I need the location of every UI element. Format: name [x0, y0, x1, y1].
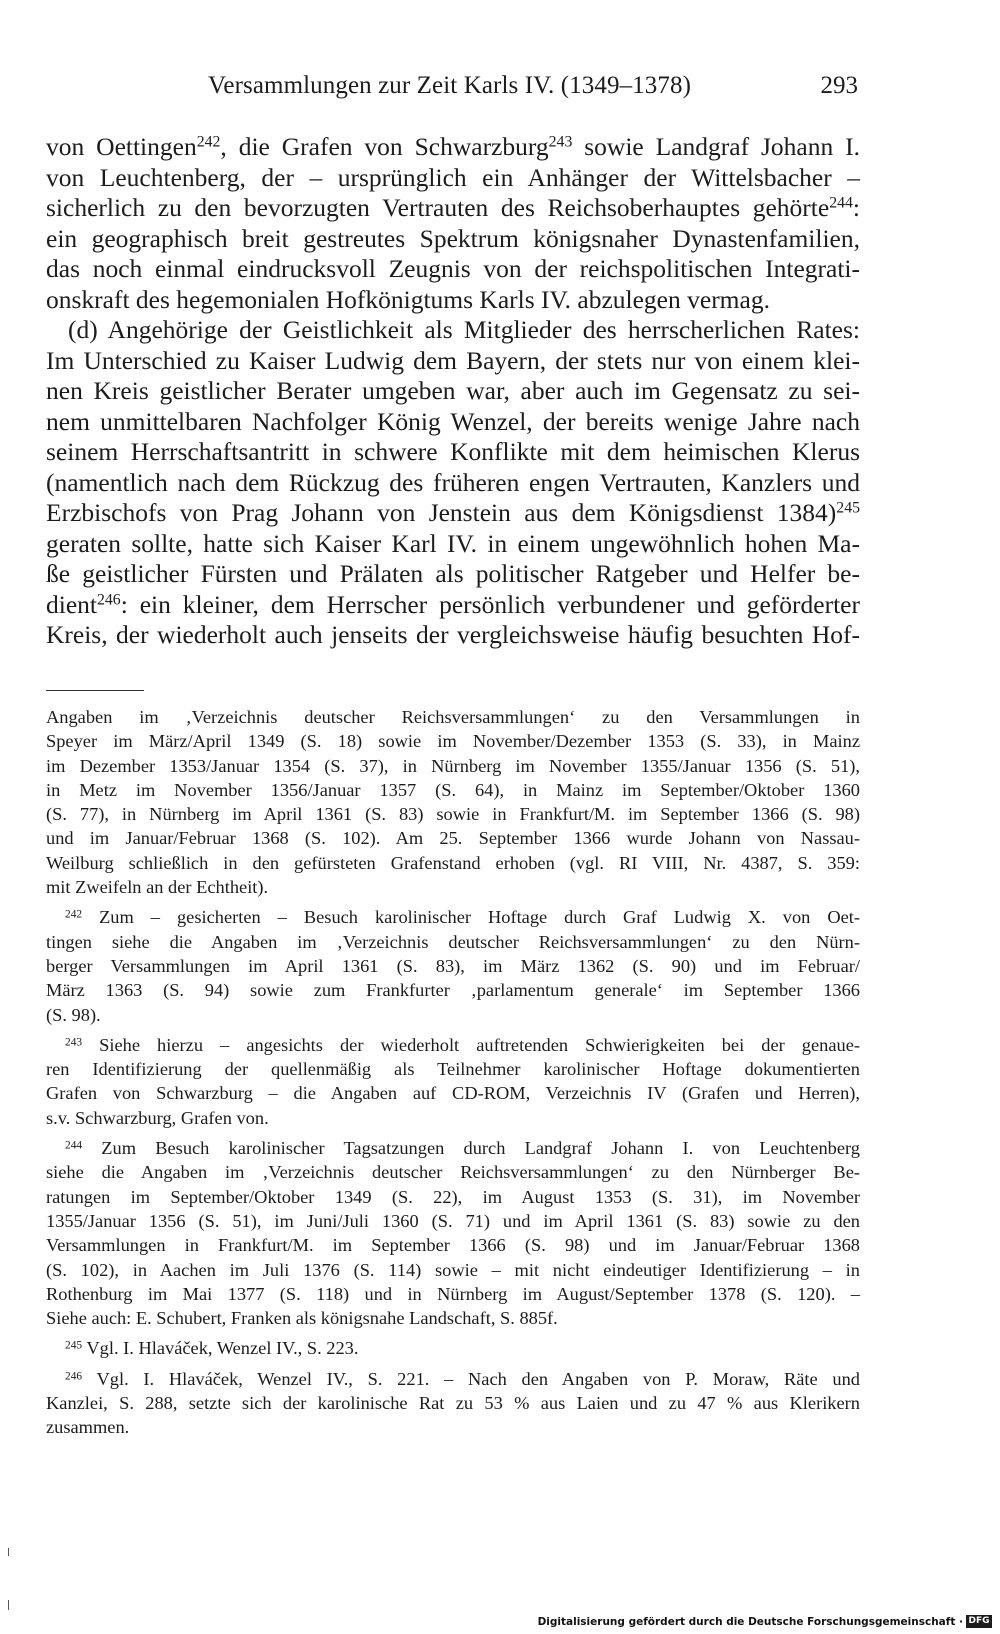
footnote-line: im Dezember 1353/Januar 1354 (S. 37), in Nürnberg im November 1355/Januar 1356 (S. 51), [46, 755, 860, 776]
footnote-number: 246 [65, 1370, 83, 1383]
footnote-line: berger Versammlungen im April 1361 (S. 83), im März 1362 (S. 90) und im Februar/ [46, 955, 860, 976]
body-line: sicherlich zu den bevorzugten Vertrauten des Reichsoberhauptes gehörte$^{244}$: [46, 193, 860, 222]
credit-text: Digitalisierung gefördert durch die Deutsche Forschungsgemeinschaft · [537, 1615, 963, 1628]
footnote-246: $^{246}$ Vgl. I. Hlaváček, Wenzel IV., S. 221. – Nach den Angaben von P. Moraw, Räte und [65, 1368, 860, 1389]
footnote-line: 1355/Januar 1356 (S. 51), im Juni/Juli 1360 (S. 71) und im April 1361 (S. 83) sowie zu den [46, 1210, 860, 1231]
footnote-244: $^{244}$ Zum Besuch karolinischer Tagsatzungen durch Landgraf Johann I. von Leuchtenberg [65, 1138, 860, 1159]
main-text [46, 132, 860, 651]
footnote-line: Siehe auch: E. Schubert, Franken als königsnahe Landschaft, S. 885f. [46, 1308, 558, 1329]
footnote-line: Kanzlei, S. 288, setzte sich der karolinische Rat zu 53 % aus Laien und zu 47 % aus Klerikern [46, 1393, 860, 1414]
body-line: seinem Herrschaftsantritt in schwere Konflikte mit dem heimischen Klerus [46, 437, 860, 466]
body-line: geraten sollte, hatte sich Kaiser Karl IV. in einem ungewöhnlich hohen Ma- [46, 528, 860, 558]
footnote-number: 243 [65, 1036, 83, 1049]
body-line: von Oettingen$^{242}$, die Grafen von Schwarzburg$^{243}$ sowie Landgraf Johann I. [46, 132, 861, 161]
footnote-ref[interactable]: 246 [97, 590, 121, 608]
body-line: Kreis, der wiederholt auch jenseits der vergleichsweise häufig besuchten Hof- [46, 620, 860, 649]
footnote-number: 242 [65, 908, 83, 921]
footnote-ref[interactable]: 244 [829, 194, 853, 212]
footnote-line: (S. 98). [46, 1004, 101, 1025]
body-line: von Leuchtenberg, der – ursprünglich ein Anhänger der Wittelsbacher – [46, 162, 860, 192]
footnote-line: Rothenburg im Mai 1377 (S. 118) und in Nürnberg im August/September 1378 (S. 120). – [46, 1283, 860, 1304]
footnote-line: tingen siehe die Angaben im ‚Verzeichnis deutscher Reichsversammlungen‘ zu den Nürn- [46, 931, 860, 952]
footnote-number: 244 [65, 1139, 83, 1152]
body-line: Erzbischofs von Prag Johann von Jenstein aus dem Königsdienst 1384)$^{245}$ [46, 498, 860, 527]
body-line: onskraft des hegemonialen Hofkönigtums Karls IV. abzulegen vermag. [46, 284, 770, 314]
footnote-ref[interactable]: 242 [196, 133, 221, 151]
footnote-line: Angaben im ‚Verzeichnis deutscher Reichsversammlungen‘ zu den Versammlungen in [46, 707, 860, 727]
scan-edge-mark [8, 1548, 9, 1556]
body-line: dient$^{246}$: ein kleiner, dem Herrscher persönlich verbundener und geförderter [46, 589, 860, 619]
footnote-line: Speyer im März/April 1349 (S. 18) sowie im November/Dezember 1353 (S. 33), in Mainz [46, 731, 860, 752]
footnote-line: ren Identifizierung der quellenmäßig als Teilnehmer karolinischer Hoftage dokumentierten [46, 1059, 860, 1080]
page-number: 293 [820, 72, 858, 99]
footnote-line: Weilburg schließlich in den gefürsteten Grafenstand erhoben (vgl. RI VIII, Nr. 4387, S. 359: [46, 852, 860, 873]
footnote-243: $^{243}$ Siehe hierzu – angesichts der wiederholt auftretenden Schwierigkeiten bei der genaue- [65, 1034, 860, 1055]
footnote-line: Versammlungen in Frankfurt/M. im September 1366 (S. 98) und im Januar/Februar 1368 [46, 1235, 860, 1256]
footnote-number: 245 [65, 1339, 83, 1352]
body-line: nem unmittelbaren Nachfolger König Wenzel, der bereits wenige Jahre nach [46, 406, 860, 436]
dfg-logo: DFG [966, 1615, 992, 1628]
footnote-separator [46, 690, 144, 691]
footnote-242: $^{242}$ Zum – gesicherten – Besuch karolinischer Hoftage durch Graf Ludwig X. von Oet- [65, 907, 860, 928]
footnote-line: siehe die Angaben im ‚Verzeichnis deutscher Reichsversammlungen‘ zu den Nürnberger Be- [46, 1162, 860, 1183]
footnote-ref[interactable]: 245 [836, 499, 860, 517]
footnote-line: zusammen. [46, 1417, 130, 1438]
body-line: (namentlich nach dem Rückzug des früheren engen Vertrauten, Kanzlers und [46, 467, 860, 497]
section-heading-line: (d) Angehörige der Geistlichkeit als Mitglieder des herrscherlichen Rates: [68, 315, 860, 344]
digitization-credit [538, 1615, 992, 1628]
footnote-line: und im Januar/Februar 1368 (S. 102). Am 25. September 1366 wurde Johann von Nassau- [46, 828, 860, 849]
running-head [0, 72, 1000, 106]
footnote-line: Grafen von Schwarzburg – die Angaben auf CD-ROM, Verzeichnis IV (Grafen und Herren), [46, 1083, 860, 1104]
footnote-245: $^{245}$ Vgl. I. Hlaváček, Wenzel IV., S. 223. [65, 1338, 359, 1359]
footnote-line: mit Zweifeln an der Echtheit). [46, 877, 269, 898]
footnote-line: s.v. Schwarzburg, Grafen von. [46, 1107, 269, 1128]
body-line: nen Kreis geistlicher Berater umgeben war, aber auch im Gegensatz zu sei- [46, 376, 860, 405]
footnote-line: in Metz im November 1356/Januar 1357 (S. 64), in Mainz im September/Oktober 1360 [46, 779, 860, 800]
footnote-line: ratungen im September/Oktober 1349 (S. 22), im August 1353 (S. 31), im November [46, 1186, 860, 1207]
footnote-ref[interactable]: 243 [548, 133, 573, 151]
scan-edge-mark [8, 1600, 9, 1610]
body-line: ße geistlicher Fürsten und Prälaten als politischer Ratgeber und Helfer be- [46, 559, 860, 588]
body-line: das noch einmal eindrucksvoll Zeugnis von der reichspolitischen Integrati- [46, 254, 860, 283]
footnotes [46, 705, 860, 1440]
running-title: Versammlungen zur Zeit Karls IV. (1349–1378) [208, 72, 692, 99]
body-line: ein geographisch breit gestreutes Spektrum königsnaher Dynastenfamilien, [46, 223, 860, 253]
footnote-line: (S. 102), in Aachen im Juli 1376 (S. 114) sowie – mit nicht eindeutiger Identifizierung – in [46, 1259, 860, 1280]
footnote-line: März 1363 (S. 94) sowie zum Frankfurter ‚parlamentum generale‘ im September 1366 [46, 980, 860, 1001]
footnote-line: (S. 77), in Nürnberg im April 1361 (S. 83) sowie in Frankfurt/M. im September 1366 (S. 98) [46, 804, 860, 825]
body-line: Im Unterschied zu Kaiser Ludwig dem Bayern, der stets nur von einem klei- [46, 345, 860, 375]
